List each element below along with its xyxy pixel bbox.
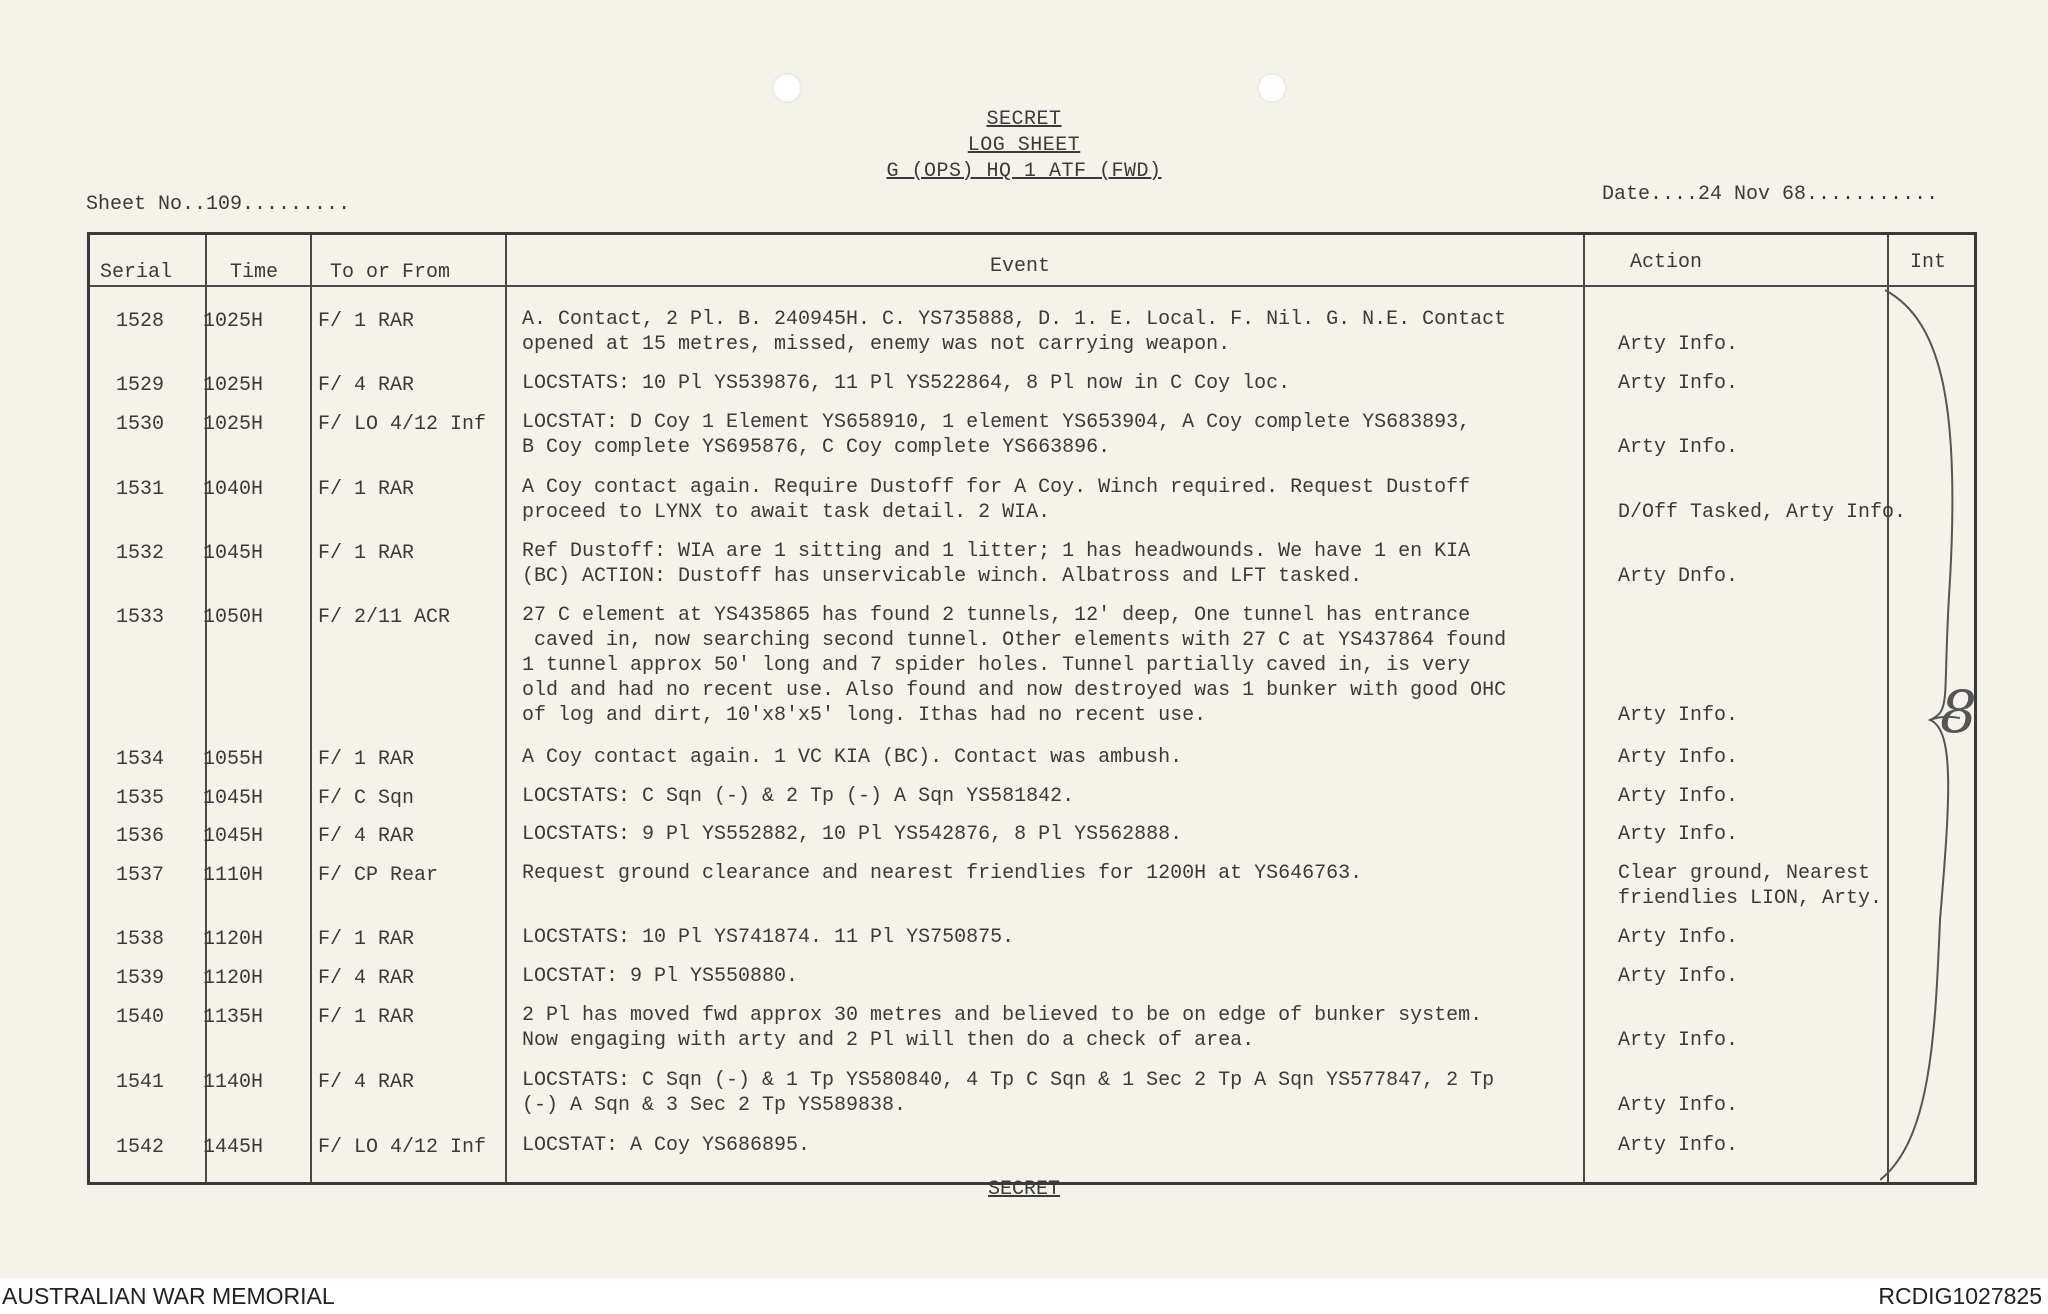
row-time: 1025H [203,413,264,436]
row-time: 1445H [203,1136,264,1159]
row-serial: 1532 [116,542,165,565]
row-action: Arty Info. [1618,333,1739,356]
row-event: A Coy contact again. Require Dustoff for A Coy. Winch required. Request Dustoff proceed to LYNX to await task detail. 2 WIA. [522,476,1471,524]
row-event: 27 C element at YS435865 has found 2 tunnels, 12' deep, One tunnel has entrance caved in, now searching second tunnel. Other elements with 27 C at YS437864 found 1 tunnel approx 50' long and 7 spider holes. Tunnel partially caved in, is very old and had no recent use. Also found and now destroyed was 1 bunker with good OHC of log and dirt, 10'x8'x5' long. Ithas had no recent use. [522,604,1507,727]
table-row [90,235,1974,1182]
column-header-event: Event [990,255,1051,278]
classification-header: SECRET [986,108,1062,131]
punch-hole-left [772,73,802,103]
row-to-from: F/ LO 4/12 Inf [318,413,487,436]
row-action: Arty Info. [1618,746,1739,769]
row-to-from: F/ 1 RAR [318,1006,415,1029]
row-event: Request ground clearance and nearest friendlies for 1200H at YS646763. [522,862,1363,885]
table-row [90,235,1974,1182]
row-event: A. Contact, 2 Pl. B. 240945H. C. YS735888, D. 1. E. Local. F. Nil. G. N.E. Contact opened at 15 metres, missed, enemy was not carrying weapon. [522,308,1507,356]
date-value: 24 Nov 68 [1698,183,1807,206]
row-event: 2 Pl has moved fwd approx 30 metres and believed to be on edge of bunker system. Now engaging with arty and 2 Pl will then do a check of area. [522,1004,1483,1052]
row-to-from: F/ 1 RAR [318,928,415,951]
column-divider [505,235,507,1182]
row-action: D/Off Tasked, Arty Info. [1618,501,1907,524]
row-action: Arty Info. [1618,1134,1739,1157]
row-action: Arty Info. [1618,436,1739,459]
row-to-from: F/ 4 RAR [318,374,415,397]
int-mark: 8 [1940,678,1977,746]
archive-credit: AUSTRALIAN WAR MEMORIAL [2,1283,335,1309]
row-to-from: F/ LO 4/12 Inf [318,1136,487,1159]
row-time: 1135H [203,1006,264,1029]
row-event: Ref Dustoff: WIA are 1 sitting and 1 litter; 1 has headwounds. We have 1 en KIA (BC) ACTION: Dustoff has unservicable winch. Albatross and LFT tasked. [522,540,1471,588]
table-row [90,235,1974,1182]
row-action: Clear ground, Nearest friendlies LION, Arty. [1618,862,1883,910]
column-divider [1583,235,1585,1182]
row-event: LOCSTAT: 9 Pl YS550880. [522,965,799,988]
column-header-serial: Serial [100,261,173,284]
row-serial: 1533 [116,606,165,629]
table-row [90,235,1974,1182]
document-title: LOG SHEET [967,134,1081,157]
row-time: 1120H [203,967,264,990]
column-header-action: Action [1630,251,1703,274]
column-header-to-from: To or From [330,261,451,284]
row-time: 1055H [203,748,264,771]
row-to-from: F/ 1 RAR [318,310,415,333]
row-to-from: F/ 2/11 ACR [318,606,451,629]
row-event: LOCSTAT: A Coy YS686895. [522,1134,811,1157]
table-row [90,235,1974,1182]
sheet-date [1602,183,1938,206]
row-serial: 1542 [116,1136,165,1159]
row-event: LOCSTATS: 9 Pl YS552882, 10 Pl YS542876, 8 Pl YS562888. [522,823,1183,846]
row-event: A Coy contact again. 1 VC KIA (BC). Contact was ambush. [522,746,1183,769]
sheet-number-dots: ......... [242,193,351,216]
table-row [90,235,1974,1182]
row-action: Arty Info. [1618,785,1739,808]
table-row [90,235,1974,1182]
punch-hole-right [1257,73,1287,103]
row-serial: 1539 [116,967,165,990]
row-time: 1045H [203,787,264,810]
row-to-from: F/ 1 RAR [318,542,415,565]
row-to-from: F/ 1 RAR [318,478,415,501]
row-action: Arty Dnfo. [1618,565,1739,588]
table-row [90,235,1974,1182]
table-row [90,235,1974,1182]
row-serial: 1535 [116,787,165,810]
row-action: Arty Info. [1618,1029,1739,1052]
row-serial: 1540 [116,1006,165,1029]
table-row [90,235,1974,1182]
row-to-from: F/ 4 RAR [318,825,415,848]
row-serial: 1541 [116,1071,165,1094]
row-serial: 1537 [116,864,165,887]
row-to-from: F/ 1 RAR [318,748,415,771]
row-serial: 1534 [116,748,165,771]
column-header-time: Time [230,261,279,284]
row-time: 1040H [203,478,264,501]
row-serial: 1528 [116,310,165,333]
archive-id: RCDIG1027825 [1878,1283,2042,1309]
sheet-number-label: Sheet No.. [86,193,207,216]
row-to-from: F/ 4 RAR [318,1071,415,1094]
row-event: LOCSTATS: 10 Pl YS741874. 11 Pl YS750875. [522,926,1015,949]
date-dots: ........... [1806,183,1939,206]
row-time: 1140H [203,1071,264,1094]
row-time: 1045H [203,825,264,848]
column-header-int: Int [1910,251,1947,274]
row-serial: 1536 [116,825,165,848]
table-row [90,235,1974,1182]
row-event: LOCSTATS: 10 Pl YS539876, 11 Pl YS522864, 8 Pl now in C Coy loc. [522,372,1291,395]
column-divider [205,235,207,1182]
unit-heading: G (OPS) HQ 1 ATF (FWD) [886,160,1162,183]
row-action: Arty Info. [1618,372,1739,395]
row-action: Arty Info. [1618,1094,1739,1117]
row-time: 1025H [203,310,264,333]
row-action: Arty Info. [1618,823,1739,846]
classification-footer: SECRET [987,1178,1060,1201]
row-time: 1110H [203,864,264,887]
row-time: 1045H [203,542,264,565]
row-serial: 1529 [116,374,165,397]
row-event: LOCSTAT: D Coy 1 Element YS658910, 1 element YS653904, A Coy complete YS683893, B Coy complete YS695876, C Coy complete YS663896. [522,411,1471,459]
row-serial: 1538 [116,928,165,951]
row-event: LOCSTATS: C Sqn (-) & 2 Tp (-) A Sqn YS581842. [522,785,1075,808]
sheet-number [86,193,350,216]
row-event: LOCSTATS: C Sqn (-) & 1 Tp YS580840, 4 Tp C Sqn & 1 Sec 2 Tp A Sqn YS577847, 2 Tp (-) A Sqn & 3 Sec 2 Tp YS589838. [522,1069,1495,1117]
row-action: Arty Info. [1618,965,1739,988]
row-to-from: F/ 4 RAR [318,967,415,990]
row-to-from: F/ C Sqn [318,787,415,810]
row-serial: 1531 [116,478,165,501]
row-time: 1120H [203,928,264,951]
row-to-from: F/ CP Rear [318,864,439,887]
column-divider [310,235,312,1182]
table-row [90,235,1974,1182]
row-action: Arty Info. [1618,926,1739,949]
row-serial: 1530 [116,413,165,436]
table-row [90,235,1974,1182]
date-label: Date.... [1602,183,1699,206]
table-row [90,235,1974,1182]
log-table [87,232,1977,1185]
table-row [90,235,1974,1182]
row-time: 1025H [203,374,264,397]
row-action: Arty Info. [1618,704,1739,727]
header-rule [90,285,1974,287]
sheet-number-value: 109 [206,193,243,216]
row-time: 1050H [203,606,264,629]
